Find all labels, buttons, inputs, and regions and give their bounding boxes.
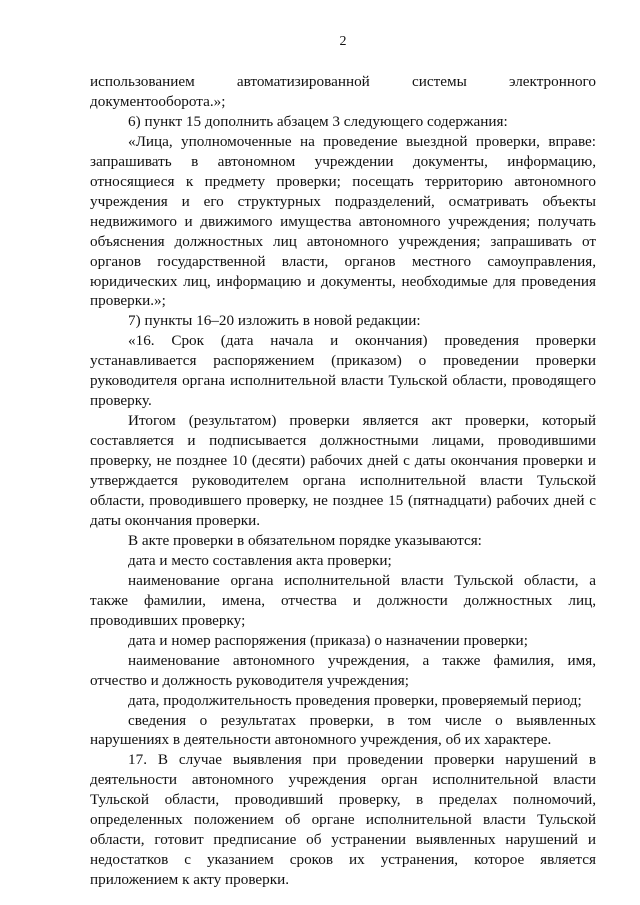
paragraph-act-institution-name: наименование автономного учреждения, а также фамилия, имя, отчество и должность руководителя учреждения; — [90, 651, 596, 689]
paragraph-act-order-number: дата и номер распоряжения (приказа) о назначении проверки; — [128, 631, 528, 649]
paragraph-act-authority-name: наименование органа исполнительной власти Тульской области, а также фамилии, имена, отчества и должности должностных лиц, проводивших проверку; — [90, 571, 596, 629]
page-number: 2 — [339, 34, 347, 49]
paragraph-inspection-rights: «Лица, уполномоченные на проведение выездной проверки, вправе: запрашивать в автономном учреждении документы, информацию, относящиеся к предмету проверки; посещать территорию автономного учреждения и его структурных подразделений, осматривать объекты недвижимого и движимого имущества автономного учреждения; получать объяснения должностных лиц автономного учреждения; запрашивать от органов государственной власти, органов местного самоуправления, юридических лиц, информацию и документы, необходимые для проведения проверки.»; — [90, 132, 596, 310]
paragraph-act-duration: дата, продолжительность проведения проверки, проверяемый период; — [128, 691, 582, 709]
paragraph-item-7: 7) пункты 16–20 изложить в новой редакции: — [128, 312, 421, 330]
paragraph-continuation-end: документооборота.»; — [90, 92, 226, 110]
paragraph-act-contents-intro: В акте проверки в обязательном порядке указываются: — [128, 531, 482, 549]
paragraph-act-date-place: дата и место составления акта проверки; — [128, 551, 392, 569]
paragraph-act-results: сведения о результатах проверки, в том числе о выявленных нарушениях в деятельности автономного учреждения, об их характере. — [90, 711, 596, 749]
paragraph-item-6: 6) пункт 15 дополнить абзацем 3 следующего содержания: — [128, 112, 508, 130]
paragraph-continuation-line: использованием автоматизированной системы электронного — [90, 73, 596, 90]
paragraph-clause-17: 17. В случае выявления при проведении проверки нарушений в деятельности автономного учреждения орган исполнительной власти Тульской области, проводивший проверку, в пределах полномочий, определенных положением об органе исполнительной власти Тульской области, готовит предписание об устранении выявленных нарушений и недостатков с указанием сроков их устранения, которое является приложением к акту проверки. — [90, 751, 596, 889]
paragraph-clause-16: «16. Срок (дата начала и окончания) проведения проверки устанавливается распоряжением (приказом) о проведении проверки руководителя органа исполнительной власти Тульской области, проводящего проверку. — [90, 332, 596, 410]
paragraph-inspection-result: Итогом (результатом) проверки является акт проверки, который составляется и подписывается должностными лицами, проводившими проверку, не позднее 10 (десяти) рабочих дней с даты окончания проверки и утверждается руководителем органа исполнительной власти Тульской области, проводившего проверку, не позднее 15 (пятнадцати) рабочих дней с даты окончания проверки. — [90, 412, 596, 529]
document-body — [90, 72, 596, 890]
